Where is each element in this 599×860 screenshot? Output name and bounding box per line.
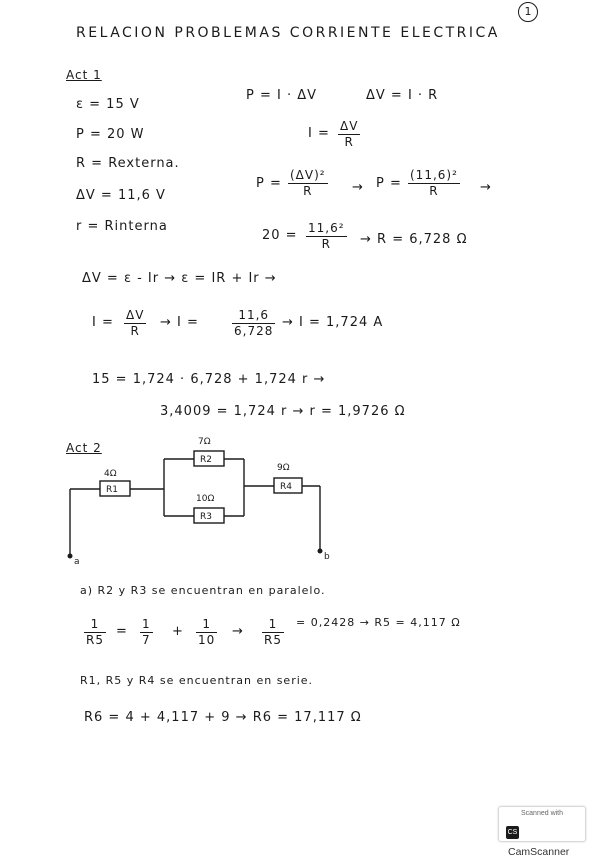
fraction-numerator: 11,6²	[308, 221, 345, 235]
given-voltage: ΔV = 11,6 V	[76, 188, 166, 203]
fraction-denominator: 6,728	[234, 324, 274, 338]
arrow: →	[352, 180, 364, 195]
fraction-denominator: 10	[198, 633, 216, 647]
substitution-equation: 15 = 1,724 · 6,728 + 1,724 r →	[92, 372, 326, 387]
resistor-value: 7Ω	[198, 437, 211, 447]
act2-heading: Act 2	[66, 441, 102, 455]
resistor-label: R2	[200, 455, 212, 465]
arrow: →	[232, 624, 244, 639]
given-power: P = 20 W	[76, 127, 145, 142]
fraction-numerator: 11,6	[232, 308, 275, 324]
act1-result: 3,4009 = 1,724 r → r = 1,9726 Ω	[160, 404, 406, 419]
resistor-label: R4	[280, 482, 292, 492]
given-emf: ε = 15 V	[76, 97, 140, 112]
terminal-b-dot	[318, 549, 323, 554]
parallel-fraction-3	[262, 617, 284, 648]
fraction-denominator: R5	[264, 633, 282, 647]
fraction-denominator: R	[321, 237, 331, 251]
resistor-value: 4Ω	[104, 469, 117, 479]
i-calc-result: → I = 1,724 A	[282, 315, 384, 330]
arrow: →	[480, 180, 492, 195]
i-calc-mid: → I =	[160, 315, 199, 330]
fraction-denominator: R5	[86, 633, 104, 647]
terminal-b-label: b	[324, 552, 330, 562]
power-sub-lhs: P =	[256, 176, 282, 191]
fraction-numerator: (11,6)²	[410, 168, 458, 182]
resistor-label: R1	[106, 485, 118, 495]
power-sub2-lhs: P =	[376, 176, 402, 191]
r-calc-lhs: 20 =	[262, 228, 298, 243]
ohm-formula: ΔV = I · R	[366, 88, 439, 103]
fraction-denominator: 7	[142, 633, 151, 647]
fraction-numerator: ΔV	[340, 119, 359, 133]
fraction-numerator: ΔV	[126, 308, 145, 322]
resistor-value: 10Ω	[196, 494, 215, 504]
fraction-numerator: 1	[84, 617, 106, 633]
given-internal: r = Rinterna	[76, 219, 168, 234]
plus-sign: +	[172, 624, 184, 639]
parallel-fraction-1	[140, 617, 153, 648]
resistor-value: 9Ω	[277, 463, 290, 473]
act1-heading: Act 1	[66, 68, 102, 82]
parallel-fraction-lhs	[84, 617, 106, 648]
fraction-numerator: 1	[196, 617, 217, 633]
i-calc-lhs: I =	[92, 315, 114, 330]
camscanner-logo-icon: CS	[506, 826, 519, 839]
power-formula: P = I · ΔV	[246, 88, 318, 103]
fraction-numerator: (ΔV)²	[290, 168, 326, 182]
parallel-result: = 0,2428 → R5 = 4,117 Ω	[296, 616, 461, 629]
fraction-numerator: 1	[262, 617, 284, 633]
resistor-label: R3	[200, 512, 212, 522]
given-resistance: R = Rexterna.	[76, 156, 180, 171]
scanner-name: CamScanner	[508, 845, 570, 858]
emf-equation: ΔV = ε - Ir → ε = IR + Ir →	[82, 271, 277, 286]
terminal-a-dot	[68, 554, 73, 559]
scanner-caption: Scanned with	[520, 810, 564, 817]
scanner-watermark	[498, 806, 586, 858]
parallel-fraction-2	[196, 617, 217, 648]
scanner-brand	[506, 822, 585, 858]
fraction-denominator: R	[429, 184, 439, 198]
series-result: R6 = 4 + 4,117 + 9 → R6 = 17,117 Ω	[84, 710, 362, 725]
fraction-denominator: R	[303, 184, 313, 198]
fraction-denominator: R	[344, 135, 354, 149]
fraction-numerator: 1	[142, 617, 151, 631]
equals-sign: =	[116, 624, 128, 639]
statement-a: a) R2 y R3 se encuentran en paralelo.	[80, 584, 326, 597]
fraction-denominator: R	[130, 324, 140, 338]
terminal-a-label: a	[74, 557, 80, 567]
page-number: 1	[518, 2, 538, 22]
page-title: RELACION PROBLEMAS CORRIENTE ELECTRICA	[76, 25, 500, 41]
current-lhs: I =	[308, 126, 330, 141]
series-statement: R1, R5 y R4 se encuentran en serie.	[80, 674, 314, 687]
r-calc-result: → R = 6,728 Ω	[360, 232, 468, 247]
